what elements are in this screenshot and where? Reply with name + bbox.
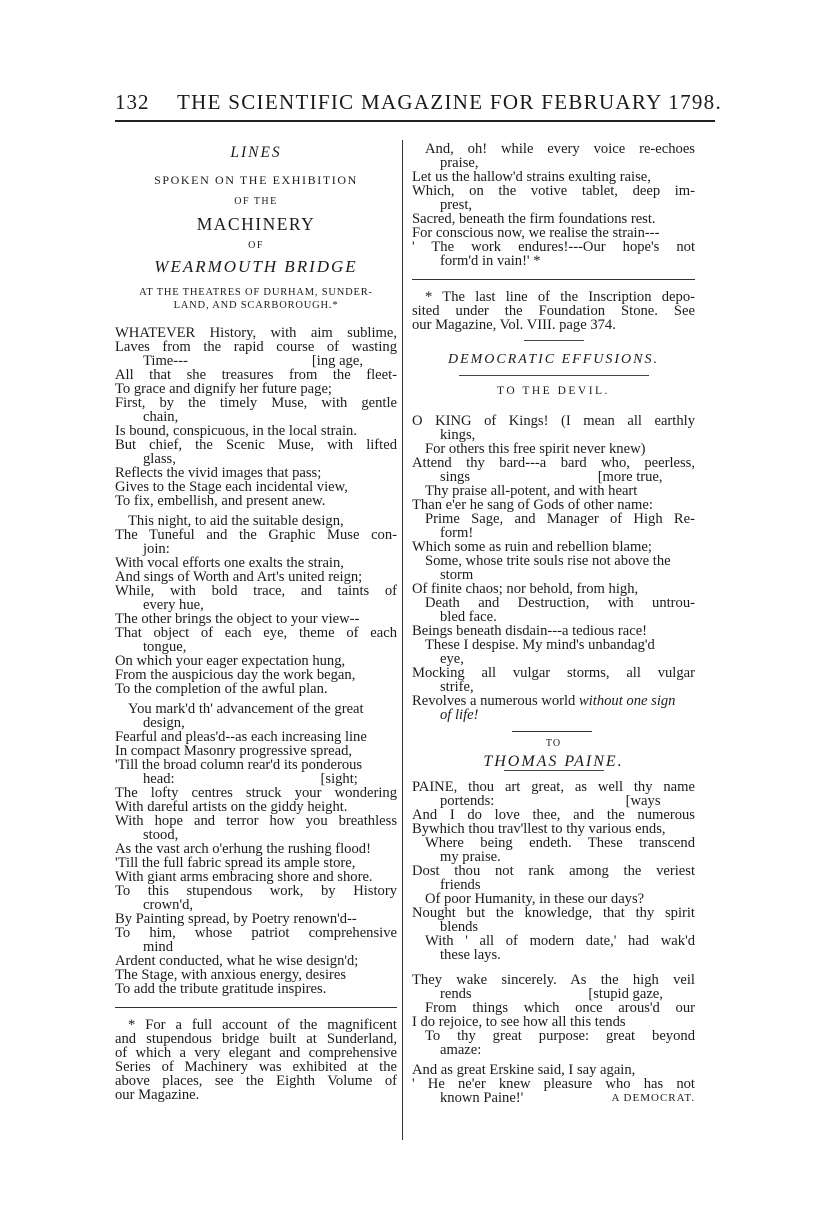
verse-line: The Tuneful and the Graphic Muse con- [115, 528, 397, 542]
verse-line: mind [143, 940, 173, 954]
verse-line: They wake sincerely. As the high veil [412, 973, 695, 987]
column-divider [402, 140, 403, 1140]
footnote-line: of which a very elegant and comprehensive [115, 1046, 397, 1060]
verse-line: Nought but the knowledge, that thy spirit [412, 906, 695, 920]
verse-line: my praise. [440, 850, 501, 864]
title-rule [504, 770, 604, 771]
verse-line: With giant arms embracing shore and shore. [115, 870, 373, 884]
verse-line: tongue, [143, 640, 187, 654]
verse-line: To the completion of the awful plan. [115, 682, 328, 696]
verse-line: And I do love thee, and the numerous [412, 808, 695, 822]
footnote [115, 1018, 397, 1102]
verse-line: From things which once arous'd our [425, 1001, 695, 1015]
verse-line: With hope and terror how you breathless [115, 814, 397, 828]
verse-line: storm [440, 568, 474, 582]
verse-line: To fix, embellish, and present anew. [115, 494, 326, 508]
verse-line: And sings of Worth and Art's united reign; [115, 570, 363, 584]
verse-line: Prime Sage, and Manager of High Re- [425, 512, 695, 526]
verse-line: Laves from the rapid course of wasting [115, 340, 397, 354]
verse-line: Of poor Humanity, in these our days? [425, 892, 645, 906]
verse-line: The other brings the object to your view-- [115, 612, 360, 626]
verse-line: Than e'er he sang of Gods of other name: [412, 498, 653, 512]
verse-line: With dareful artists on the giddy height. [115, 800, 348, 814]
footnote-line: above places, see the Eighth Volume of [115, 1074, 397, 1088]
verse-line: For others this free spirit never knew) [425, 442, 646, 456]
verse-line: Let us the hallow'd strains exulting raise, [412, 170, 651, 184]
verse-line: kings, [440, 428, 476, 442]
verse-text: known Paine!' [440, 1091, 524, 1105]
verse-line: strife, [440, 680, 474, 694]
verse-line: But chief, the Scenic Muse, with lifted [115, 438, 397, 452]
poem-title: LINES [230, 144, 282, 161]
verse-line: Attend thy bard---a bard who, peerless, [412, 456, 695, 470]
footnote-line: our Magazine, Vol. VIII. page 374. [412, 318, 616, 332]
verse-line: Death and Destruction, with untrou- [425, 596, 695, 610]
footnote-line: * For a full account of the magnificent [128, 1018, 397, 1032]
verse-italic: of life! [440, 708, 479, 722]
poem-subtitle: MACHINERY [196, 214, 316, 234]
verse-line: friends [440, 878, 481, 892]
verse-line: design, [143, 716, 185, 730]
verse-line: head: [sight; [143, 772, 358, 786]
verse-line: Gives to the Stage each incidental view, [115, 480, 348, 494]
verse-line: For conscious now, we realise the strain--- [412, 226, 660, 240]
dedication-line: LAND, AND SCARBOROUGH.* [173, 300, 339, 311]
verse-line: To add the tribute gratitude inspires. [115, 982, 327, 996]
page-number: 132 [115, 90, 150, 114]
verse-line: every hue, [143, 598, 204, 612]
verse-line: form'd in vain!' * [440, 254, 541, 268]
verse-line: eye, [440, 652, 464, 666]
poem-subtitle: OF [248, 240, 264, 251]
footnote-line: * The last line of the Inscription depo- [425, 290, 695, 304]
poem-subtitle: WEARMOUTH BRIDGE [154, 257, 358, 276]
verse-line: All that she treasures from the fleet- [115, 368, 397, 382]
verse-line: amaze: [440, 1043, 482, 1057]
verse-line: To grace and dignify her future page; [115, 382, 332, 396]
title-rule [459, 375, 649, 376]
verse-line: The lofty centres struck your wondering [115, 786, 397, 800]
verse-line: The Stage, with anxious energy, desires [115, 968, 347, 982]
verse-line: bled face. [440, 610, 497, 624]
verse-line: With ' all of modern date,' had wak'd [425, 934, 695, 948]
footnote-line: sited under the Foundation Stone. See [412, 304, 695, 318]
footnote-line: Series of Machinery was exhibited at the [115, 1060, 397, 1074]
verse-line: Where being endeth. These transcend [425, 836, 695, 850]
verse-line: prest, [440, 198, 473, 212]
left-column [115, 142, 397, 1102]
poem-body [412, 414, 695, 722]
poem-subtitle: TO THE DEVIL. [497, 385, 610, 397]
verse-line: blends [440, 920, 479, 934]
verse-line: Reflects the vivid images that pass; [115, 466, 322, 480]
footnote-rule [115, 1007, 397, 1008]
verse-line: From the auspicious day the work began, [115, 668, 356, 682]
verse-line: By Painting spread, by Poetry renown'd-- [115, 912, 357, 926]
verse-line: O KING of Kings! (I mean all earthly [412, 414, 695, 428]
verse-italic: without one sign [579, 694, 676, 708]
verse-line: form! [440, 526, 474, 540]
poem-continuation [412, 142, 695, 268]
verse-line: And, oh! while every voice re-echoes [425, 142, 695, 156]
verse-line: rends [stupid gaze, [440, 987, 663, 1001]
poem-subtitle: OF THE [234, 196, 278, 207]
verse-line: Ardent conducted, what he wise design'd; [115, 954, 359, 968]
verse-text: Revolves a numerous world [412, 694, 576, 708]
verse-line: This night, to aid the suitable design, [128, 514, 344, 528]
verse-line: portends: [ways [440, 794, 661, 808]
poem-body [115, 326, 397, 996]
verse-line [412, 694, 695, 708]
verse-line [412, 708, 695, 722]
verse-line: WHATEVER History, with aim sublime, [115, 326, 397, 340]
verse-line: As the vast arch o'erhung the rushing flood! [115, 842, 371, 856]
section-rule [512, 731, 592, 732]
verse-line: praise, [440, 156, 479, 170]
verse-line: That object of each eye, theme of each [115, 626, 397, 640]
verse-line: While, with bold trace, and taints of [115, 584, 397, 598]
verse-line: Fearful and pleas'd--as each increasing line [115, 730, 367, 744]
right-column [412, 142, 695, 1105]
stanza-gap [412, 962, 695, 973]
verse-line: Sacred, beneath the firm foundations rest. [412, 212, 656, 226]
running-header [115, 90, 723, 124]
verse-line: On which your eager expectation hung, [115, 654, 346, 668]
verse-line: 'Till the full fabric spread its ample store, [115, 856, 356, 870]
verse-line: sings [more true, [440, 470, 663, 484]
poem-to: TO [545, 738, 562, 749]
verse-line: You mark'd th' advancement of the great [128, 702, 364, 716]
header-rule [115, 120, 715, 122]
verse-line: Beings beneath disdain---a tedious race! [412, 624, 648, 638]
poem-title: THOMAS PAINE. [483, 753, 624, 770]
verse-line: Of finite chaos; nor behold, from high, [412, 582, 639, 596]
verse-line: join: [143, 542, 170, 556]
verse-line: Dost thou not rank among the veriest [412, 864, 695, 878]
verse-line: ' The work endures!---Our hope's not [412, 240, 695, 254]
verse-line: 'Till the broad column rear'd its ponderous [115, 758, 363, 772]
verse-line: First, by the timely Muse, with gentle [115, 396, 397, 410]
verse-line: In compact Masonry progressive spread, [115, 744, 353, 758]
footnote [412, 290, 695, 332]
verse-line: Is bound, conspicuous, in the local strain. [115, 424, 357, 438]
verse-line: Time--- [ing age, [143, 354, 363, 368]
verse-line: these lays. [440, 948, 501, 962]
verse-line: Which, on the votive tablet, deep im- [412, 184, 695, 198]
verse-line: crown'd, [143, 898, 194, 912]
poem-dedication [115, 286, 397, 312]
footnote-line: and stupendous bridge built at Sunderland, [115, 1032, 397, 1046]
verse-line: stood, [143, 828, 179, 842]
verse-line: To him, whose patriot comprehensive [115, 926, 397, 940]
verse-line: Thy praise all-potent, and with heart [425, 484, 638, 498]
poem-title: DEMOCRATIC EFFUSIONS. [447, 352, 660, 367]
verse-line: chain, [143, 410, 179, 424]
verse-line: Which some as ruin and rebellion blame; [412, 540, 652, 554]
poem-subtitle: SPOKEN ON THE EXHIBITION [154, 173, 358, 187]
poem-body [412, 780, 695, 1105]
footnote-rule [412, 279, 695, 280]
verse-line: I do rejoice, to see how all this tends [412, 1015, 626, 1029]
dedication-line: AT THE THEATRES OF DURHAM, SUNDER- [139, 287, 373, 298]
section-ornament [524, 340, 584, 341]
verse-line: ' He ne'er knew pleasure who has not [412, 1077, 695, 1091]
verse-line: To this stupendous work, by History [115, 884, 397, 898]
signature: A DEMOCRAT. [611, 1092, 695, 1104]
verse-line: These I despise. My mind's unbandag'd [425, 638, 655, 652]
verse-line: glass, [143, 452, 176, 466]
verse-line: And as great Erskine said, I say again, [412, 1063, 636, 1077]
verse-line: Mocking all vulgar storms, all vulgar [412, 666, 695, 680]
footnote-line: our Magazine. [115, 1088, 200, 1102]
verse-line: Bywhich thou trav'llest to thy various ends, [412, 822, 666, 836]
running-title: THE SCIENTIFIC MAGAZINE FOR FEBRUARY 1798. [177, 90, 723, 114]
verse-line: With vocal efforts one exalts the strain, [115, 556, 344, 570]
verse-line: PAINE, thou art great, as well thy name [412, 780, 695, 794]
verse-line: Some, whose trite souls rise not above the [425, 554, 671, 568]
verse-line: To thy great purpose: great beyond [425, 1029, 695, 1043]
verse-line [412, 1091, 695, 1105]
